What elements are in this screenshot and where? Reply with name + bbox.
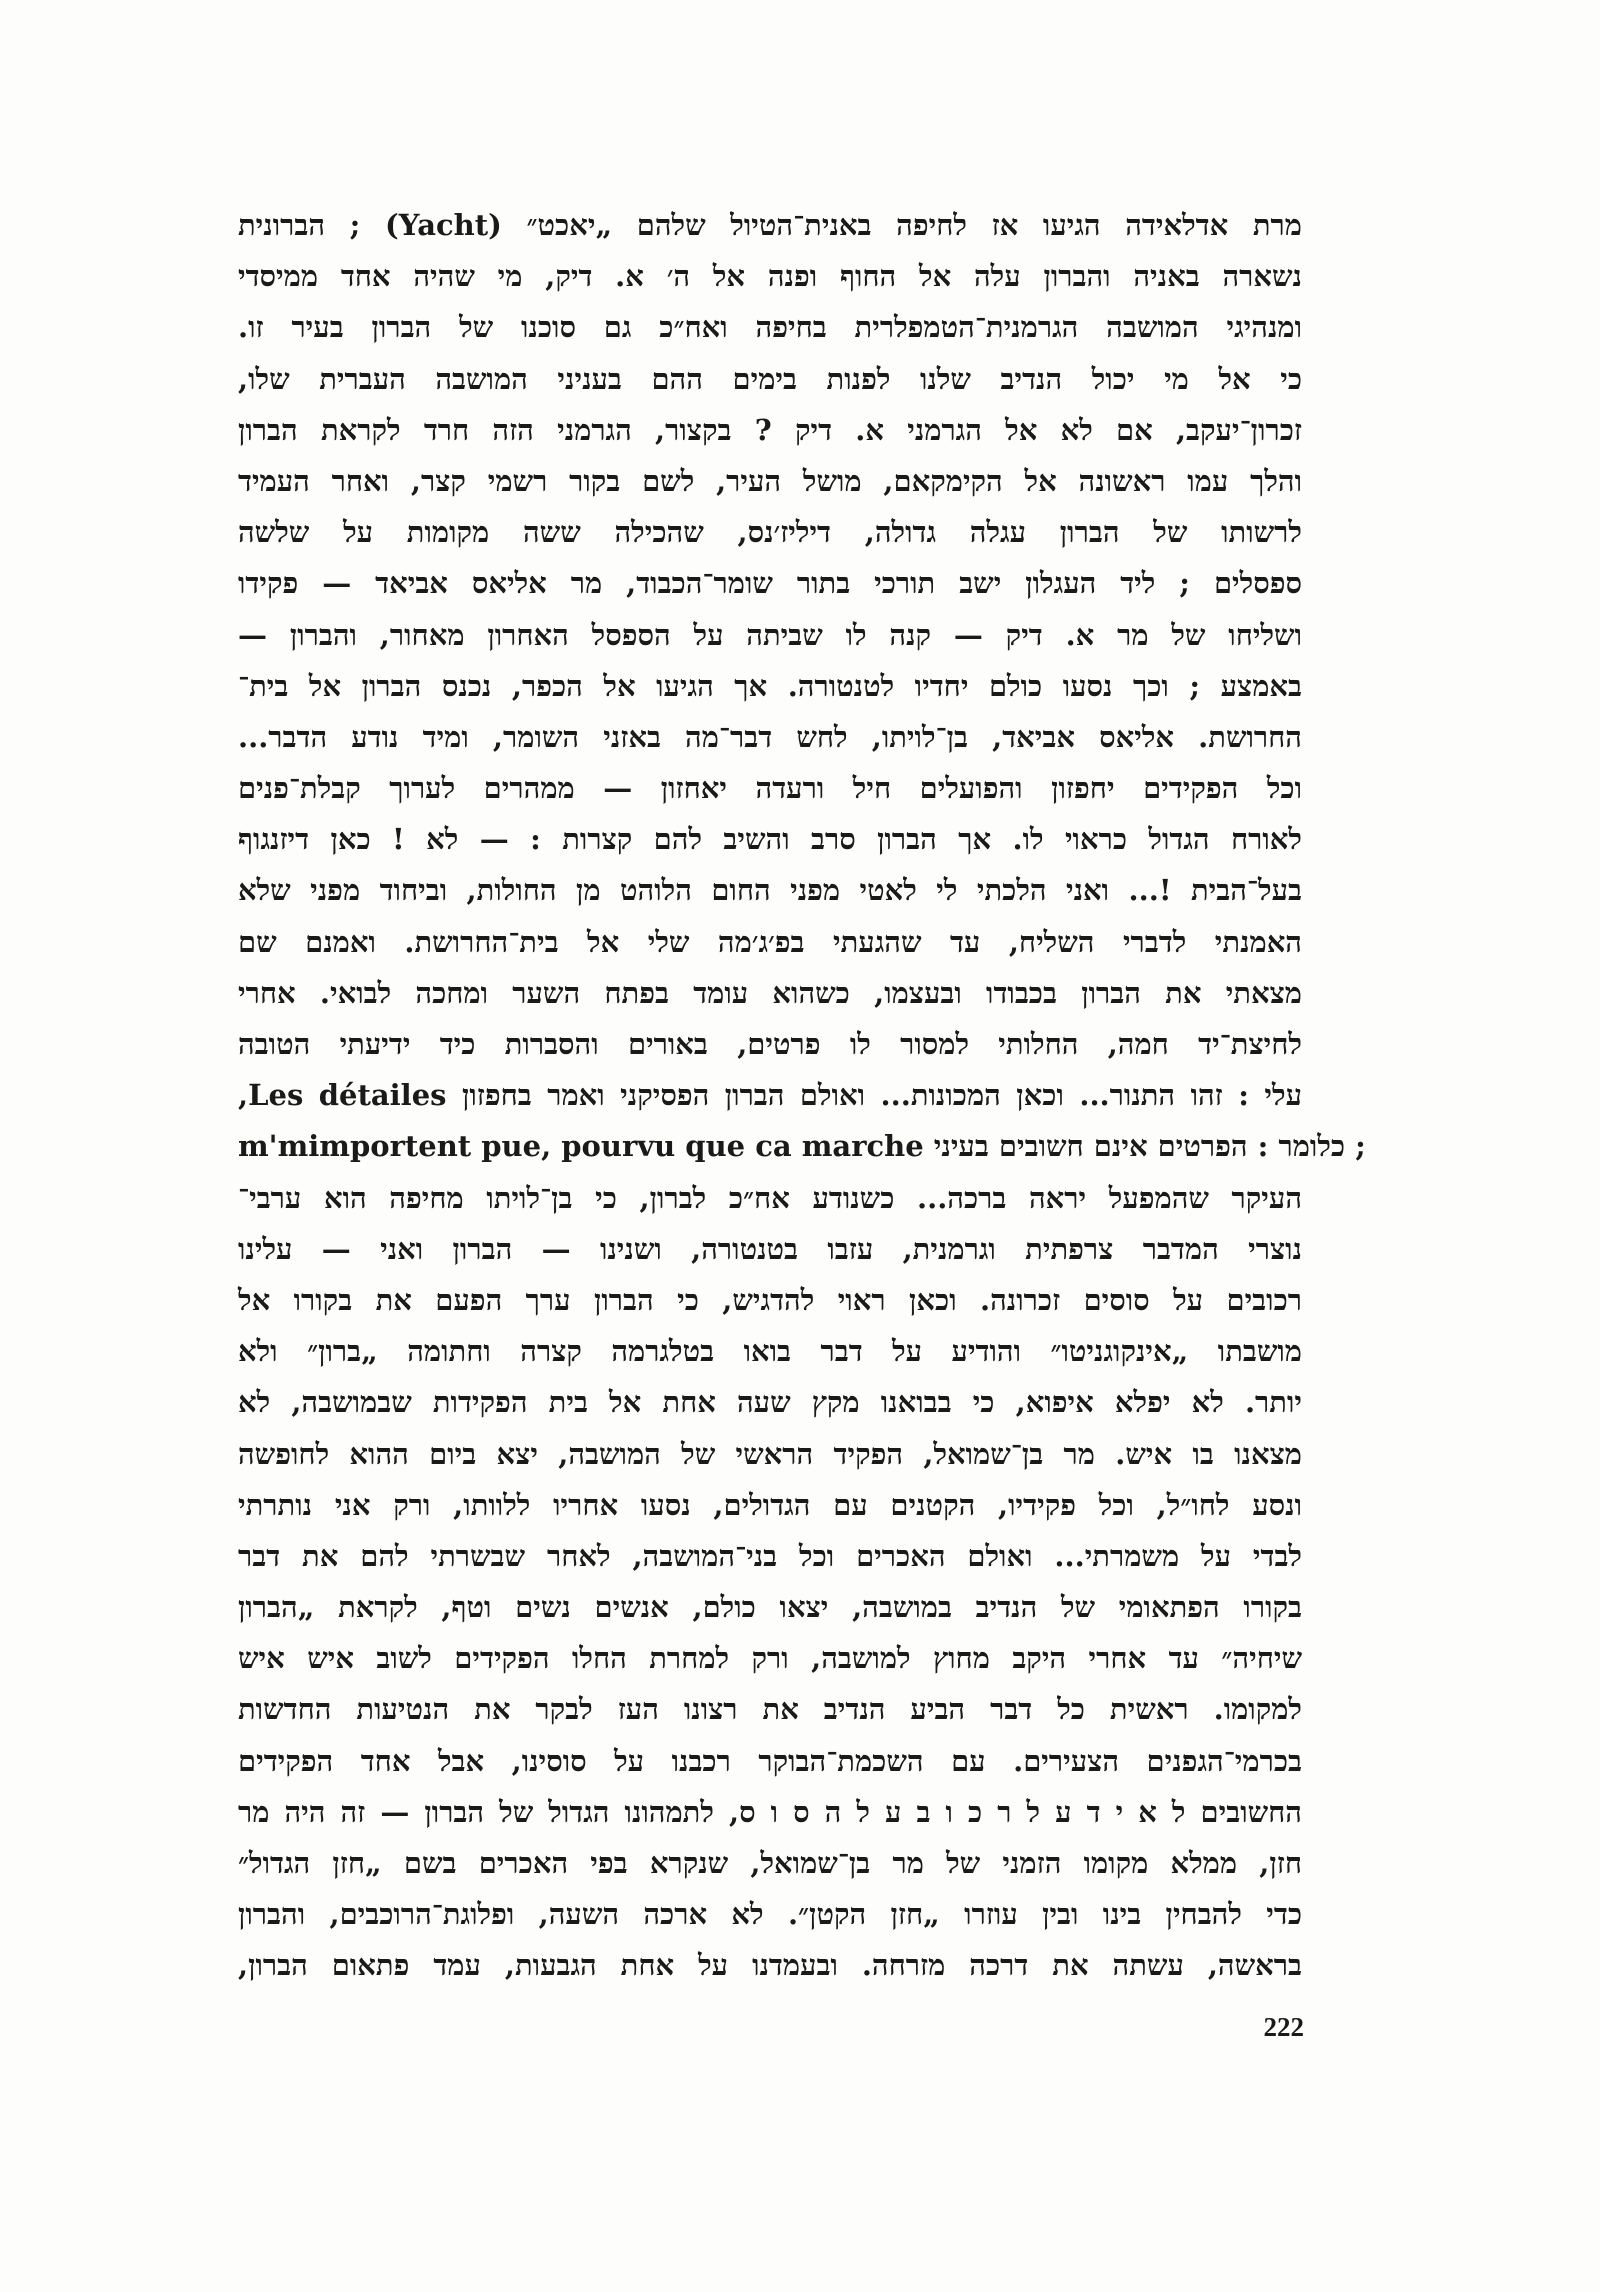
text-line: החרושת. אליאס אביאד, בן־לויתו, לחש דבר־מה באזני השומר, ומיד נודע הדבר... <box>238 719 1302 754</box>
text-line: מצאתי את הברון בכבודו ובעצמו, כשהוא עומד בפתח השער ומחכה לבואי. אחרי <box>238 975 1302 1010</box>
text-line: למקומו. ראשית כל דבר הביע הנדיב את רצונו העז לבקר את הנטיעות החדשות <box>238 1692 1302 1727</box>
text-line: ושליחו של מר א. דיק — קנה לו שביתה על הספסל האחרון מאחור, והברון — <box>238 617 1302 652</box>
text-line: רכובים על סוסים זכרונה. וכאן ראוי להדגיש, כי הברון ערך הפעם את בקורו אל <box>238 1282 1302 1317</box>
text-line: ספסלים ; ליד העגלון ישב תורכי בתור שומר־הכבוד, מר אליאס אביאד — פקידו <box>238 566 1302 601</box>
text-line: באמצע ; וכך נסעו כולם יחדיו לטנטורה. אך הגיעו אל הכפר, נכנס הברון אל בית־ <box>238 668 1302 703</box>
text-line: זכרון־יעקב, אם לא אל הגרמני א. דיק ? בקצור, הגרמני הזה חרד לקראת הברון <box>238 412 1302 447</box>
text-line: מצאנו בו איש. מר בן־שמואל, הפקיד הראשי של המושבה, יצא ביום ההוא לחופשה <box>238 1436 1302 1471</box>
text-line: כי אל מי יכול הנדיב שלנו לפנות בימים ההם בעניני המושבה העברית שלו, <box>238 361 1302 396</box>
text-line: בכרמי־הגפנים הצעירים. עם השכמת־הבוקר רכבנו על סוסינו, אבל אחד הפקידים <box>238 1743 1302 1778</box>
text-line: חזן, ממלא מקומו הזמני של מר בן־שמואל, שנקרא בפי האכרים בשם „חזן הגדול״ <box>238 1846 1302 1880</box>
text-line: נשארה באניה והברון עלה אל החוף ופנה אל ה׳ א. דיק, מי שהיה אחד ממיסדי <box>238 259 1302 294</box>
text-line: ונסע לחו״ל, וכל פקידיו, הקטנים עם הגדולים, נסעו אחריו ללוותו, ורק אני נותרתי <box>238 1487 1302 1522</box>
body-text <box>238 200 1366 1992</box>
text-line: בראשה, עשתה את דרכה מזרחה. ובעמדנו על אחת הגבעות, עמד פתאום הברון, <box>238 1948 1302 1983</box>
text-line: m'mimportent pue, pourvu que ca marche כלומר : הפרטים אינם חשובים בעיני ; <box>238 1129 1366 1164</box>
text-line: מרת אדלאידה הגיעו אז לחיפה באנית־הטיול שלהם „יאכט״ (Yacht) ; הברונית <box>238 208 1302 242</box>
text-line: מושבתו „אינקוגניטו״ והודיע על דבר בואו בטלגרמה קצרה וחתומה „ברון״ ולא <box>238 1334 1302 1369</box>
text-line: האמנתי לדברי השליח, עד שהגעתי בפ׳ג׳מה שלי אל בית־החרושת. ואמנם שם <box>238 924 1302 959</box>
text-line: לרשותו של הברון עגלה גדולה, דיליז׳נס, שהכילה ששה מקומות על שלשה <box>238 515 1302 550</box>
text-line: החשובים ל א י ד ע ל ר כ ו ב ע ל ה ס ו ס, לתמהונו הגדול של הברון — זה היה מר <box>238 1794 1302 1829</box>
text-line: העיקר שהמפעל יראה ברכה... כשנודע אח״כ לברון, כי בן־לויתו מחיפה הוא ערבי־ <box>238 1180 1302 1215</box>
text-line: בעל־הבית !... ואני הלכתי לי לאטי מפני החום הלוהט מן החולות, וביחוד מפני שלא <box>238 873 1302 908</box>
text-line: כדי להבחין בינו ובין עוזרו „חזן הקטן״. לא ארכה השעה, ופלוגת־הרוכבים, והברון <box>238 1897 1302 1932</box>
text-line: שיחיה״ עד אחרי היקב מחוץ למושבה, ורק למחרת החלו הפקידים לשוב איש איש <box>238 1641 1302 1676</box>
page-number: 222 <box>1263 2012 1304 2042</box>
text-line: יותר. לא יפלא איפוא, כי בבואנו מקץ שעה אחת אל בית הפקידות שבמושבה, לא <box>238 1385 1302 1420</box>
text-line: וכל הפקידים יחפזון והפועלים חיל ורעדה יאחזון — ממהרים לערוך קבלת־פנים <box>238 771 1302 806</box>
text-line: נוצרי המדבר צרפתית וגרמנית, עזבו בטנטורה, ושנינו — הברון ואני — עלינו <box>238 1231 1302 1266</box>
text-line: לבדי על משמרתי... ואולם האכרים וכל בני־המושבה, לאחר שבשרתי להם את דבר <box>238 1538 1302 1573</box>
text-line: לאורח הגדול כראוי לו. אך הברון סרב והשיב להם קצרות : — לא ! כאן דיזנגוף <box>238 822 1302 857</box>
text-line: עלי : זהו התנור... וכאן המכונות... ואולם הברון הפסיקני ואמר בחפזון Les détailes, <box>238 1078 1302 1113</box>
text-line: בקורו הפתאומי של הנדיב במושבה, יצאו כולם, אנשים נשים וטף, לקראת „הברון <box>238 1590 1302 1625</box>
text-line: ומנהיגי המושבה הגרמנית־הטמפלרית בחיפה ואח״כ גם סוכנו של הברון בעיר זו. <box>238 310 1302 345</box>
text-line: לחיצת־יד חמה, החלותי למסור לו פרטים, באורים והסברות כיד ידיעתי הטובה <box>238 1027 1302 1061</box>
text-line: והלך עמו ראשונה אל הקימקאם, מושל העיר, לשם בקור רשמי קצר, ואחר העמיד <box>238 463 1302 498</box>
